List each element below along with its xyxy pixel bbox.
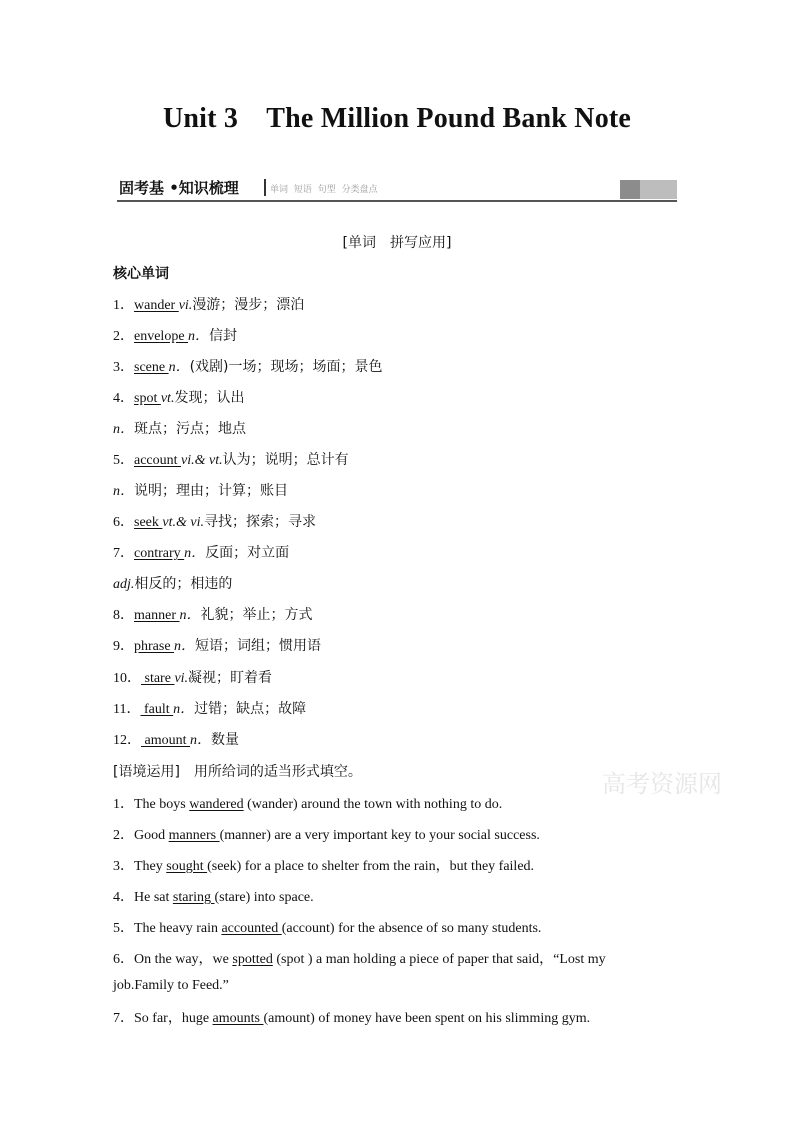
vocab-word: scene (134, 360, 169, 375)
exercise-text: (spot ) a man holding a piece of paper that said，“Lost my (272, 952, 606, 967)
vocab-meaning: 相反的；相违的 (134, 576, 233, 592)
vocab-item (113, 635, 321, 655)
vocab-word: account (134, 453, 182, 468)
exercise-answer: amounts (212, 1011, 264, 1026)
exercise-text: He sat (134, 890, 173, 905)
vocab-number: 7． (113, 546, 134, 561)
exercise-number: 3． (113, 859, 134, 874)
vocab-number: 1． (113, 298, 134, 313)
vocab-meaning: 寻找；探索；寻求 (204, 514, 316, 530)
exercise-item (113, 917, 541, 937)
section-rule (117, 200, 677, 202)
vocab-word: phrase (134, 639, 175, 654)
exercise-text: On the way，we (134, 952, 233, 967)
section-subtitles: 单词 短语 句型 分类盘点 (270, 185, 378, 195)
vocab-number: 11． (113, 702, 141, 717)
exercise-item-continued (113, 978, 229, 994)
vocab-word: wander (134, 298, 179, 313)
exercise-item (113, 793, 502, 813)
vocab-meaning: 反面；对立面 (205, 545, 290, 561)
vocab-number: 4． (113, 391, 134, 406)
decor-block-dark (620, 180, 640, 199)
exercise-text: The boys (134, 797, 190, 812)
vocab-meaning: 数量 (211, 732, 239, 748)
exercise-text: (amount) of money have been spent on his slimming gym. (263, 1011, 591, 1026)
section-header-bar (117, 176, 677, 202)
vocab-meaning: (戏剧)一场；现场；场面；景色 (189, 359, 383, 375)
exercise-number: 6． (113, 952, 134, 967)
vocab-number: 3． (113, 360, 134, 375)
vocab-number: 10． (113, 671, 141, 686)
vocab-item (113, 325, 237, 345)
exercise-item (113, 886, 314, 906)
vocab-pos: adj. (113, 577, 135, 592)
vocab-item (113, 511, 316, 531)
vocab-pos: vi. (178, 298, 193, 313)
exercise-answer: manners (168, 828, 220, 843)
vocab-meaning: 斑点；污点；地点 (134, 421, 246, 437)
vocab-number: 12． (113, 733, 141, 748)
vocab-word: spot (134, 391, 161, 406)
vocab-pos: vi. (174, 671, 189, 686)
vocab-item (113, 418, 246, 438)
vocab-item (113, 294, 304, 314)
vocab-word: contrary (134, 546, 185, 561)
exercise-answer: staring (172, 890, 215, 905)
vocab-word: manner (134, 608, 180, 623)
exercise-text: Good (134, 828, 169, 843)
exercise-number: 2． (113, 828, 134, 843)
vocab-pos: vt. (160, 391, 175, 406)
vocab-item (113, 356, 383, 376)
vocab-word: fault (140, 702, 174, 717)
vocab-item (113, 480, 288, 500)
vocab-word: envelope (134, 329, 189, 344)
exercise-text: (account) for the absence of so many students. (281, 921, 542, 936)
core-words-heading: 核心单词 (113, 266, 169, 282)
context-tag: [语境运用] (113, 764, 180, 780)
vocab-pos: n． (174, 639, 196, 654)
context-instruction (113, 761, 362, 781)
exercise-text: (seek) for a place to shelter from the rain，but they failed. (207, 859, 535, 874)
exercise-item (113, 855, 534, 875)
vocab-pos: vi.& vt. (181, 453, 223, 468)
exercise-number: 4． (113, 890, 134, 905)
vocab-number: 2． (113, 329, 134, 344)
vocab-pos: n． (113, 422, 134, 437)
vocab-number: 6． (113, 515, 134, 530)
subsection-heading: [单词 拼写应用] (342, 235, 452, 251)
vocab-item (113, 449, 349, 469)
vocab-item (113, 729, 239, 749)
exercise-answer: accounted (221, 921, 282, 936)
section-label: 固考基 •知识梳理 (119, 179, 239, 197)
vocab-pos: vt.& vi. (162, 515, 204, 530)
vocab-meaning: 认为；说明；总计有 (222, 452, 349, 468)
vocab-word: amount (141, 733, 190, 748)
vocab-number: 9． (113, 639, 134, 654)
vocab-pos: n． (188, 329, 210, 344)
section-separator (264, 179, 266, 196)
exercise-answer: wandered (189, 797, 244, 812)
watermark: 高考资源网 (602, 770, 722, 798)
vocab-item (113, 387, 244, 407)
exercise-text: (manner) are a very important key to your social success. (219, 828, 540, 843)
vocab-word: seek (134, 515, 163, 530)
context-text: 用所给词的适当形式填空。 (179, 764, 362, 780)
exercise-text: So far，huge (134, 1011, 213, 1026)
exercise-text: (wander) around the town with nothing to do. (243, 797, 503, 812)
decor-block-light (640, 180, 677, 199)
exercise-number: 1． (113, 797, 134, 812)
vocab-meaning: 信封 (209, 328, 238, 344)
vocab-meaning: 说明；理由；计算；账目 (134, 483, 288, 499)
vocab-pos: n． (173, 702, 195, 717)
vocab-pos: n． (179, 608, 201, 623)
exercise-number: 5． (113, 921, 134, 936)
vocab-number: 5． (113, 453, 134, 468)
exercise-answer: sought (166, 859, 208, 874)
exercise-text: The heavy rain (134, 921, 222, 936)
vocab-meaning: 漫游；漫步；漂泊 (192, 297, 305, 313)
exercise-item (113, 948, 606, 968)
exercise-text: job.Family to Feed.” (113, 978, 229, 993)
vocab-number: 8． (113, 608, 134, 623)
vocab-word: stare (141, 671, 175, 686)
exercise-item (113, 824, 540, 844)
vocab-item (113, 573, 232, 593)
vocab-pos: n． (113, 484, 134, 499)
vocab-meaning: 礼貌；举止；方式 (200, 607, 313, 623)
vocab-item (113, 542, 289, 562)
exercise-item (113, 1007, 590, 1027)
vocab-item (113, 698, 306, 718)
vocab-meaning: 发现；认出 (174, 390, 245, 406)
vocab-item (113, 604, 312, 624)
document-title: Unit 3 The Million Pound Bank Note (162, 103, 632, 134)
vocab-item (113, 667, 272, 687)
vocab-meaning: 过错；缺点；故障 (194, 701, 307, 717)
exercise-text: (stare) into space. (214, 890, 314, 905)
vocab-meaning: 短语；词组；惯用语 (195, 638, 322, 654)
vocab-meaning: 凝视；盯着看 (188, 670, 273, 686)
exercise-text: They (134, 859, 167, 874)
vocab-pos: n． (168, 360, 190, 375)
exercise-answer: spotted (232, 952, 273, 967)
vocab-pos: n． (184, 546, 206, 561)
exercise-number: 7． (113, 1011, 134, 1026)
vocab-pos: n． (190, 733, 211, 748)
